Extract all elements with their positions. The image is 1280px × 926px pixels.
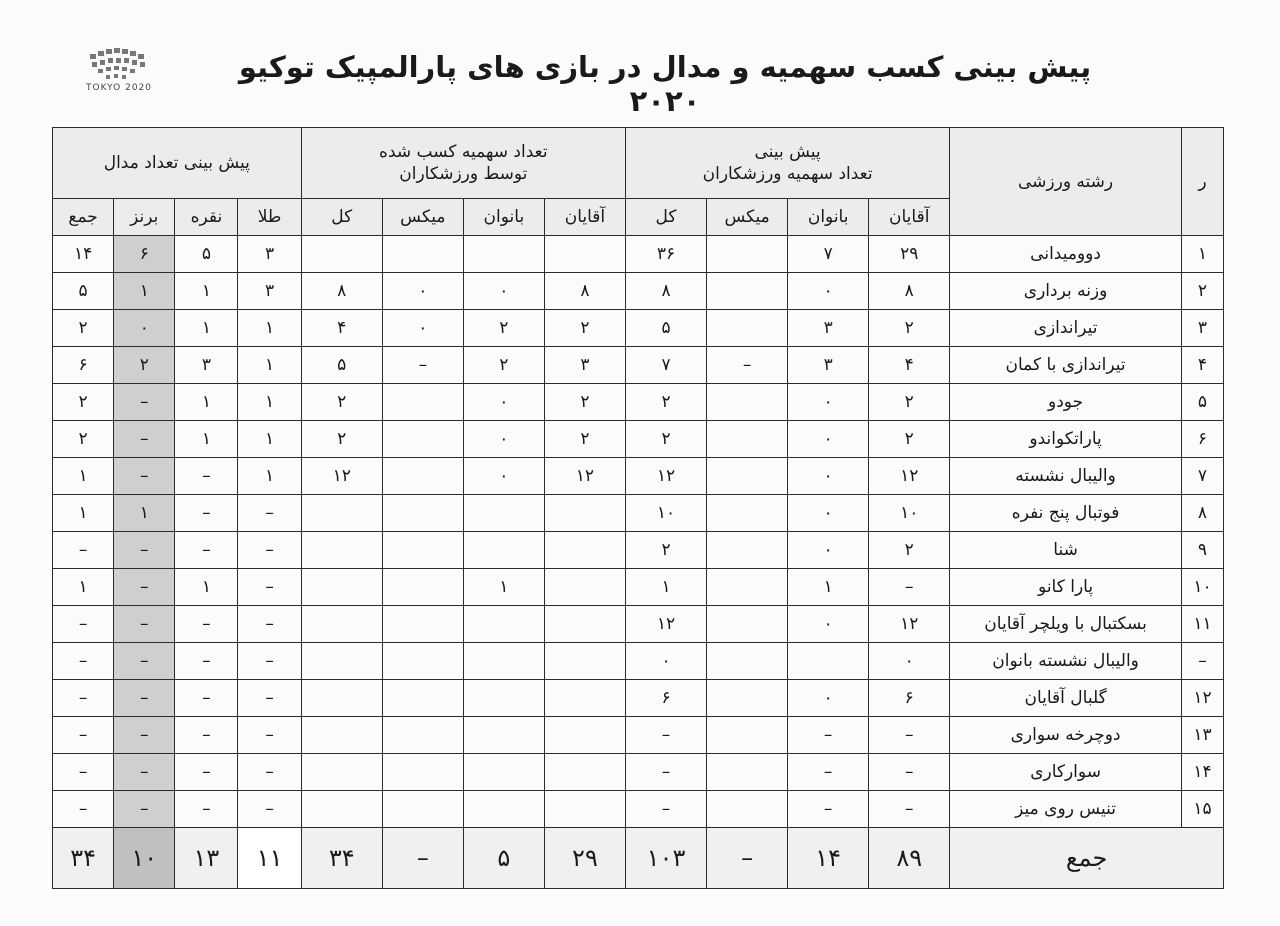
predicted-total-header: کل <box>625 199 706 236</box>
bronze-cell: – <box>114 717 175 754</box>
bronze-header: برنز <box>114 199 175 236</box>
predicted-women-cell: – <box>788 717 869 754</box>
table-row <box>53 421 1224 458</box>
earned-women-cell <box>463 717 544 754</box>
gold-cell: – <box>238 495 301 532</box>
earned-men-cell <box>544 606 625 643</box>
silver-header: نقره <box>175 199 238 236</box>
earned-mixed-cell: – <box>382 347 463 384</box>
earned-total-cell: ۱۲ <box>301 458 382 495</box>
predicted-women-cell: ۰ <box>788 384 869 421</box>
sum-cell: – <box>53 791 114 828</box>
predicted-men-cell: ۱۰ <box>869 495 950 532</box>
predicted-women-cell: – <box>788 754 869 791</box>
sport-name-cell: گلبال آقایان <box>950 680 1182 717</box>
total-earned-men: ۲۹ <box>544 828 625 889</box>
predicted-men-cell: ۲ <box>869 421 950 458</box>
earned-women-cell <box>463 754 544 791</box>
earned-men-cell <box>544 569 625 606</box>
predicted-mixed-header: میکس <box>707 199 788 236</box>
predicted-total-cell: ۱ <box>625 569 706 606</box>
predicted-women-cell: ۰ <box>788 680 869 717</box>
sport-name-cell: دوچرخه سواری <box>950 717 1182 754</box>
earned-women-cell <box>463 606 544 643</box>
sport-name-cell: بسکتبال با ویلچر آقایان <box>950 606 1182 643</box>
earned-men-cell <box>544 643 625 680</box>
row-number-cell: ۲ <box>1181 273 1223 310</box>
earned-women-header: بانوان <box>463 199 544 236</box>
predicted-mixed-cell <box>707 606 788 643</box>
predicted-men-cell: ۴ <box>869 347 950 384</box>
row-number-cell: ۱۳ <box>1181 717 1223 754</box>
earned-women-cell <box>463 791 544 828</box>
earned-men-cell <box>544 791 625 828</box>
row-number-cell: ۱ <box>1181 236 1223 273</box>
earned-total-cell <box>301 717 382 754</box>
predicted-men-header: آقایان <box>869 199 950 236</box>
sum-cell: – <box>53 717 114 754</box>
totals-row <box>53 828 1224 889</box>
predicted-mixed-cell <box>707 754 788 791</box>
row-number-cell: ۹ <box>1181 532 1223 569</box>
predicted-women-cell: ۷ <box>788 236 869 273</box>
predicted-men-cell: ۶ <box>869 680 950 717</box>
earned-women-cell: ۰ <box>463 458 544 495</box>
silver-cell: ۵ <box>175 236 238 273</box>
earned-quota-header: تعداد سهمیه کسب شده توسط ورزشکاران <box>301 128 625 199</box>
predicted-women-cell: – <box>788 791 869 828</box>
silver-cell: ۳ <box>175 347 238 384</box>
earned-mixed-cell <box>382 754 463 791</box>
logo-text: TOKYO 2020 <box>86 83 153 93</box>
predicted-total-cell: ۷ <box>625 347 706 384</box>
predicted-total-cell: – <box>625 754 706 791</box>
sum-cell: ۱۴ <box>53 236 114 273</box>
predicted-women-cell: ۱ <box>788 569 869 606</box>
sport-name-cell: تنیس روی میز <box>950 791 1182 828</box>
predicted-mixed-cell <box>707 384 788 421</box>
earned-men-cell: ۲ <box>544 310 625 347</box>
sum-cell: ۱ <box>53 569 114 606</box>
silver-cell: ۱ <box>175 421 238 458</box>
predicted-men-cell: ۲۹ <box>869 236 950 273</box>
predicted-mixed-cell <box>707 791 788 828</box>
predicted-men-cell: ۱۲ <box>869 458 950 495</box>
row-number-cell: ۳ <box>1181 310 1223 347</box>
row-number-cell: ۱۰ <box>1181 569 1223 606</box>
table-row <box>53 754 1224 791</box>
silver-cell: – <box>175 532 238 569</box>
gold-cell: – <box>238 532 301 569</box>
earned-mixed-cell <box>382 680 463 717</box>
predicted-mixed-cell <box>707 310 788 347</box>
gold-cell: – <box>238 717 301 754</box>
sum-cell: ۵ <box>53 273 114 310</box>
row-number-header: ر <box>1181 128 1223 236</box>
total-gold: ۱۱ <box>238 828 301 889</box>
table-row <box>53 236 1224 273</box>
earned-women-cell: ۰ <box>463 273 544 310</box>
predicted-total-cell: ۲ <box>625 421 706 458</box>
earned-women-cell: ۲ <box>463 310 544 347</box>
predicted-total-cell: ۳۶ <box>625 236 706 273</box>
predicted-women-header: بانوان <box>788 199 869 236</box>
total-earned-mixed: – <box>382 828 463 889</box>
predicted-women-cell: ۰ <box>788 495 869 532</box>
bronze-cell: – <box>114 606 175 643</box>
predicted-men-cell: ۲ <box>869 384 950 421</box>
sum-cell: ۱ <box>53 458 114 495</box>
earned-total-cell <box>301 791 382 828</box>
predicted-women-cell: ۳ <box>788 310 869 347</box>
table-row <box>53 347 1224 384</box>
predicted-total-cell: ۸ <box>625 273 706 310</box>
earned-total-cell <box>301 569 382 606</box>
silver-cell: – <box>175 680 238 717</box>
predicted-total-cell: – <box>625 791 706 828</box>
earned-women-cell: ۲ <box>463 347 544 384</box>
predicted-mixed-cell <box>707 532 788 569</box>
bronze-cell: ۱ <box>114 495 175 532</box>
earned-total-cell: ۸ <box>301 273 382 310</box>
earned-mixed-cell <box>382 236 463 273</box>
row-number-cell: – <box>1181 643 1223 680</box>
sport-name-cell: سوارکاری <box>950 754 1182 791</box>
gold-cell: ۱ <box>238 347 301 384</box>
predicted-total-cell: ۵ <box>625 310 706 347</box>
table-row <box>53 569 1224 606</box>
sum-cell: ۲ <box>53 384 114 421</box>
predicted-total-cell: ۱۰ <box>625 495 706 532</box>
sum-cell: ۱ <box>53 495 114 532</box>
table-row <box>53 791 1224 828</box>
bronze-cell: – <box>114 569 175 606</box>
sum-cell: – <box>53 532 114 569</box>
sum-cell: ۲ <box>53 310 114 347</box>
earned-mixed-cell: ۰ <box>382 310 463 347</box>
gold-cell: – <box>238 569 301 606</box>
row-number-cell: ۴ <box>1181 347 1223 384</box>
earned-women-cell: ۰ <box>463 421 544 458</box>
earned-mixed-header: میکس <box>382 199 463 236</box>
silver-cell: – <box>175 754 238 791</box>
gold-cell: ۳ <box>238 273 301 310</box>
sum-cell: ۲ <box>53 421 114 458</box>
earned-men-cell: ۲ <box>544 384 625 421</box>
predicted-women-cell: ۰ <box>788 421 869 458</box>
table-row <box>53 643 1224 680</box>
earned-mixed-cell <box>382 717 463 754</box>
sum-cell: – <box>53 680 114 717</box>
earned-men-cell: ۸ <box>544 273 625 310</box>
sum-cell: – <box>53 643 114 680</box>
predicted-total-cell: ۱۲ <box>625 606 706 643</box>
sport-name-cell: جودو <box>950 384 1182 421</box>
bronze-cell: – <box>114 458 175 495</box>
bronze-cell: – <box>114 754 175 791</box>
gold-cell: ۱ <box>238 421 301 458</box>
predicted-mixed-cell <box>707 421 788 458</box>
predicted-total-cell: ۲ <box>625 532 706 569</box>
row-number-cell: ۱۴ <box>1181 754 1223 791</box>
row-number-cell: ۱۵ <box>1181 791 1223 828</box>
sport-name-cell: والیبال نشسته <box>950 458 1182 495</box>
total-silver: ۱۳ <box>175 828 238 889</box>
earned-total-header: کل <box>301 199 382 236</box>
silver-cell: – <box>175 643 238 680</box>
sum-cell: ۶ <box>53 347 114 384</box>
totals-label: جمع <box>950 828 1224 889</box>
table-row <box>53 606 1224 643</box>
predicted-men-cell: ۲ <box>869 310 950 347</box>
earned-mixed-cell <box>382 606 463 643</box>
quota-medal-table <box>52 127 1224 889</box>
row-number-cell: ۱۲ <box>1181 680 1223 717</box>
total-sum: ۳۴ <box>53 828 114 889</box>
earned-total-cell <box>301 236 382 273</box>
page-title: پیش بینی کسب سهمیه و مدال در بازی های پارالمپیک توکیو ۲۰۲۰ <box>238 50 1092 118</box>
table-row <box>53 384 1224 421</box>
earned-mixed-cell <box>382 495 463 532</box>
predicted-women-cell: ۳ <box>788 347 869 384</box>
predicted-total-cell: ۶ <box>625 680 706 717</box>
earned-mixed-cell <box>382 421 463 458</box>
predicted-total-cell: ۲ <box>625 384 706 421</box>
sport-name-cell: تیراندازی با کمان <box>950 347 1182 384</box>
predicted-mixed-cell <box>707 495 788 532</box>
silver-cell: ۱ <box>175 273 238 310</box>
sport-header: رشته ورزشی <box>950 128 1182 236</box>
predicted-women-cell: ۰ <box>788 606 869 643</box>
predicted-mixed-cell <box>707 458 788 495</box>
bronze-cell: ۲ <box>114 347 175 384</box>
earned-total-cell <box>301 643 382 680</box>
earned-total-cell: ۵ <box>301 347 382 384</box>
earned-men-cell <box>544 236 625 273</box>
table-row <box>53 717 1224 754</box>
silver-cell: ۱ <box>175 310 238 347</box>
bronze-cell: ۰ <box>114 310 175 347</box>
gold-cell: – <box>238 606 301 643</box>
earned-women-cell <box>463 236 544 273</box>
earned-men-cell <box>544 717 625 754</box>
gold-cell: – <box>238 643 301 680</box>
predicted-women-cell: ۰ <box>788 532 869 569</box>
earned-mixed-cell <box>382 458 463 495</box>
predicted-women-cell: ۰ <box>788 273 869 310</box>
earned-total-cell: ۲ <box>301 421 382 458</box>
bronze-cell: – <box>114 421 175 458</box>
earned-mixed-cell: ۰ <box>382 273 463 310</box>
earned-men-cell <box>544 754 625 791</box>
silver-cell: – <box>175 717 238 754</box>
gold-cell: ۱ <box>238 458 301 495</box>
bronze-cell: – <box>114 791 175 828</box>
table-row <box>53 495 1224 532</box>
silver-cell: – <box>175 458 238 495</box>
predicted-mixed-cell <box>707 680 788 717</box>
row-number-cell: ۷ <box>1181 458 1223 495</box>
earned-mixed-cell <box>382 791 463 828</box>
table-row <box>53 680 1224 717</box>
predicted-total-cell: – <box>625 717 706 754</box>
bronze-cell: – <box>114 643 175 680</box>
sport-name-cell: پارا کانو <box>950 569 1182 606</box>
gold-header: طلا <box>238 199 301 236</box>
total-predicted-mixed: – <box>707 828 788 889</box>
bronze-cell: – <box>114 384 175 421</box>
predicted-men-cell: ۱۲ <box>869 606 950 643</box>
predicted-men-cell: ۲ <box>869 532 950 569</box>
predicted-mixed-cell <box>707 236 788 273</box>
sport-name-cell: دوومیدانی <box>950 236 1182 273</box>
earned-total-cell <box>301 680 382 717</box>
predicted-women-cell <box>788 643 869 680</box>
earned-total-cell: ۴ <box>301 310 382 347</box>
earned-men-cell <box>544 680 625 717</box>
gold-cell: ۱ <box>238 310 301 347</box>
predicted-mixed-cell <box>707 273 788 310</box>
sport-name-cell: فوتبال پنج نفره <box>950 495 1182 532</box>
bronze-cell: – <box>114 532 175 569</box>
medal-prediction-header: پیش بینی تعداد مدال <box>53 128 302 199</box>
gold-cell: – <box>238 680 301 717</box>
earned-total-cell: ۲ <box>301 384 382 421</box>
gold-cell: – <box>238 754 301 791</box>
predicted-mixed-cell <box>707 717 788 754</box>
table-row <box>53 532 1224 569</box>
predicted-total-cell: ۱۲ <box>625 458 706 495</box>
table-row <box>53 273 1224 310</box>
total-predicted-men: ۸۹ <box>869 828 950 889</box>
sport-name-cell: والیبال نشسته بانوان <box>950 643 1182 680</box>
row-number-cell: ۶ <box>1181 421 1223 458</box>
total-earned-women: ۵ <box>463 828 544 889</box>
row-number-cell: ۸ <box>1181 495 1223 532</box>
silver-cell: – <box>175 495 238 532</box>
bronze-cell: ۱ <box>114 273 175 310</box>
predicted-men-cell: ۸ <box>869 273 950 310</box>
earned-women-cell: ۰ <box>463 384 544 421</box>
predicted-women-cell: ۰ <box>788 458 869 495</box>
bronze-cell: – <box>114 680 175 717</box>
predicted-mixed-cell <box>707 643 788 680</box>
row-number-cell: ۱۱ <box>1181 606 1223 643</box>
earned-total-cell <box>301 606 382 643</box>
tokyo-2020-paralympic-logo <box>78 38 158 108</box>
earned-mixed-cell <box>382 569 463 606</box>
predicted-men-cell: ۰ <box>869 643 950 680</box>
predicted-mixed-cell: – <box>707 347 788 384</box>
earned-total-cell <box>301 532 382 569</box>
silver-cell: ۱ <box>175 384 238 421</box>
predicted-men-cell: – <box>869 754 950 791</box>
sum-cell: – <box>53 606 114 643</box>
earned-men-header: آقایان <box>544 199 625 236</box>
earned-total-cell <box>301 754 382 791</box>
total-predicted-total: ۱۰۳ <box>625 828 706 889</box>
earned-men-cell <box>544 532 625 569</box>
sport-name-cell: پاراتکواندو <box>950 421 1182 458</box>
earned-women-cell <box>463 643 544 680</box>
table-row <box>53 310 1224 347</box>
earned-mixed-cell <box>382 532 463 569</box>
sport-name-cell: شنا <box>950 532 1182 569</box>
total-predicted-women: ۱۴ <box>788 828 869 889</box>
total-earned-total: ۳۴ <box>301 828 382 889</box>
predicted-total-cell: ۰ <box>625 643 706 680</box>
earned-women-cell <box>463 495 544 532</box>
predicted-mixed-cell <box>707 569 788 606</box>
earned-women-cell <box>463 680 544 717</box>
earned-men-cell: ۲ <box>544 421 625 458</box>
sum-cell: – <box>53 754 114 791</box>
predicted-men-cell: – <box>869 569 950 606</box>
gold-cell: ۱ <box>238 384 301 421</box>
predicted-men-cell: – <box>869 791 950 828</box>
earned-women-cell <box>463 532 544 569</box>
earned-men-cell: ۳ <box>544 347 625 384</box>
earned-men-cell <box>544 495 625 532</box>
gold-cell: ۳ <box>238 236 301 273</box>
sport-name-cell: تیراندازی <box>950 310 1182 347</box>
silver-cell: – <box>175 791 238 828</box>
sport-name-cell: وزنه برداری <box>950 273 1182 310</box>
earned-women-cell: ۱ <box>463 569 544 606</box>
earned-mixed-cell <box>382 643 463 680</box>
total-bronze: ۱۰ <box>114 828 175 889</box>
earned-men-cell: ۱۲ <box>544 458 625 495</box>
predicted-men-cell: – <box>869 717 950 754</box>
silver-cell: – <box>175 606 238 643</box>
gold-cell: – <box>238 791 301 828</box>
table-row <box>53 458 1224 495</box>
predicted-quota-header: پیش بینی تعداد سهمیه ورزشکاران <box>625 128 949 199</box>
sum-header: جمع <box>53 199 114 236</box>
row-number-cell: ۵ <box>1181 384 1223 421</box>
earned-total-cell <box>301 495 382 532</box>
earned-mixed-cell <box>382 384 463 421</box>
bronze-cell: ۶ <box>114 236 175 273</box>
silver-cell: ۱ <box>175 569 238 606</box>
